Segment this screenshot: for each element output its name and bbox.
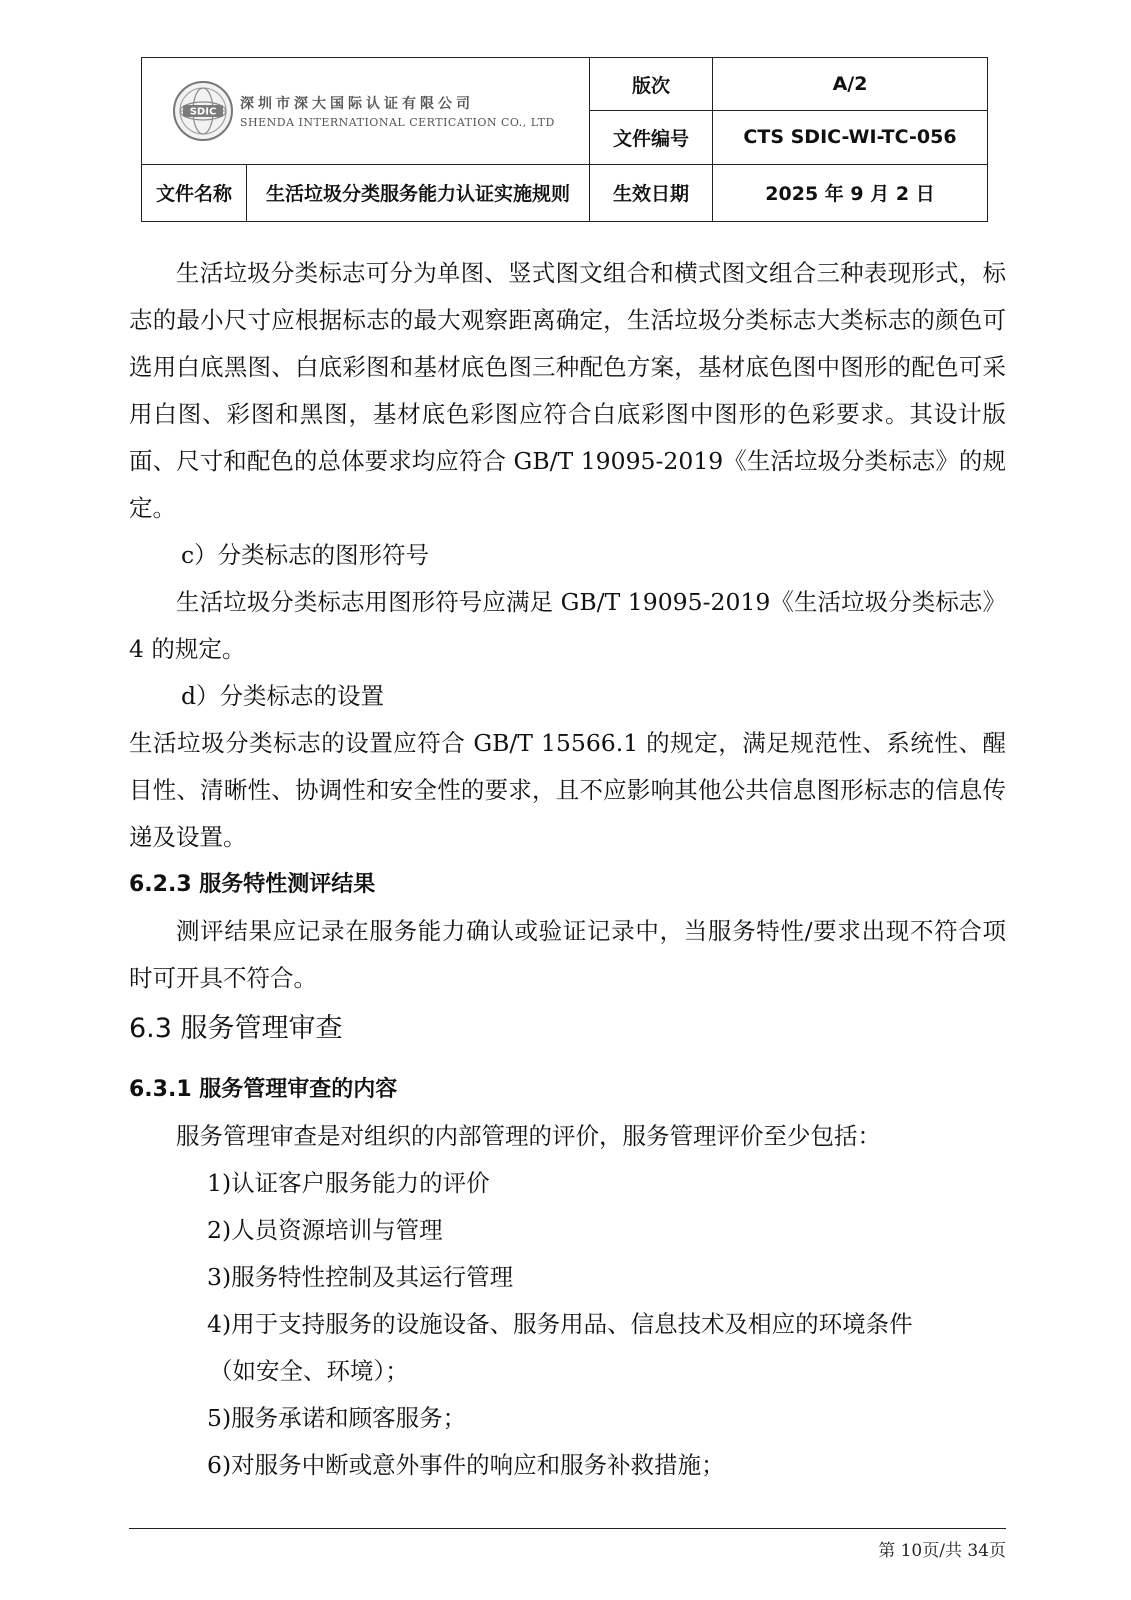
svg-text:SDIC: SDIC	[189, 106, 217, 118]
list-item: 2)人员资源培训与管理	[207, 1216, 443, 1244]
company-name-en: SHENDA INTERNATIONAL CERTICATION CO., LTD	[240, 115, 555, 129]
list-item: 4)用于支持服务的设施设备、服务用品、信息技术及相应的环境条件	[207, 1310, 913, 1338]
doc-name-label: 文件名称	[142, 164, 247, 221]
paragraph-sign-forms: 生活垃圾分类标志可分为单图、竖式图文组合和横式图文组合三种表现形式，标志的最小尺寸应根据标志的最大观察距离确定，生活垃圾分类标志大类标志的颜色可选用白底黑图、白底彩图和基材底色图三种配色方案，基材底色图中图形的配色可采用白图、彩图和黑图，基材底色彩图应符合白底彩图中图形的色彩要求。其设计版面、尺寸和配色的总体要求均应符合 GB/T 19095-2019《生活垃圾分类标志》的规定。	[129, 259, 1006, 522]
company-logo-icon	[172, 80, 234, 142]
document-header-table	[141, 57, 988, 222]
list-item: 1)认证客户服务能力的评价	[207, 1169, 490, 1197]
paragraph-graphic-symbols: 生活垃圾分类标志用图形符号应满足 GB/T 19095-2019《生活垃圾分类标志》4 的规定。	[129, 588, 1006, 663]
list-item: 5)服务承诺和顾客服务；	[207, 1404, 467, 1432]
company-name-cn: 深圳市深大国际认证有限公司	[240, 95, 474, 112]
version-value: A/2	[713, 58, 988, 111]
effective-date-value: 2025 年 9 月 2 日	[713, 164, 988, 221]
list-item-continuation: （如安全、环境）；	[209, 1357, 409, 1385]
heading-6-2-3: 6.2.3 服务特性测评结果	[129, 872, 376, 897]
paragraph-sign-setup: 生活垃圾分类标志的设置应符合 GB/T 15566.1 的规定，满足规范性、系统性、醒目性、清晰性、协调性和安全性的要求，且不应影响其他公共信息图形标志的信息传递及设置。	[129, 729, 1006, 851]
effective-date-label: 生效日期	[590, 164, 713, 221]
paragraph-management-review: 服务管理审查是对组织的内部管理的评价，服务管理评价至少包括：	[176, 1122, 881, 1150]
doc-number-label: 文件编号	[590, 111, 713, 164]
page-number: 第 10页/共 34页	[878, 1541, 1006, 1561]
paragraph-evaluation-results: 测评结果应记录在服务能力确认或验证记录中，当服务特性/要求出现不符合项时可开具不符合。	[129, 917, 1006, 992]
subsection-d-title: d）分类标志的设置	[181, 682, 385, 710]
document-body	[129, 250, 1006, 1489]
doc-number-value: CTS SDIC-WI-TC-056	[713, 111, 988, 164]
list-item: 6)对服务中断或意外事件的响应和服务补救措施；	[207, 1451, 725, 1479]
company-logo-cell	[142, 58, 590, 165]
heading-6-3: 6.3 服务管理审查	[129, 1013, 343, 1044]
list-item: 3)服务特性控制及其运行管理	[207, 1263, 514, 1291]
footer-divider	[129, 1528, 1006, 1529]
heading-6-3-1: 6.3.1 服务管理审查的内容	[129, 1077, 398, 1102]
version-label: 版次	[590, 58, 713, 111]
subsection-c-title: c）分类标志的图形符号	[181, 541, 430, 569]
doc-name-value: 生活垃圾分类服务能力认证实施规则	[247, 164, 590, 221]
